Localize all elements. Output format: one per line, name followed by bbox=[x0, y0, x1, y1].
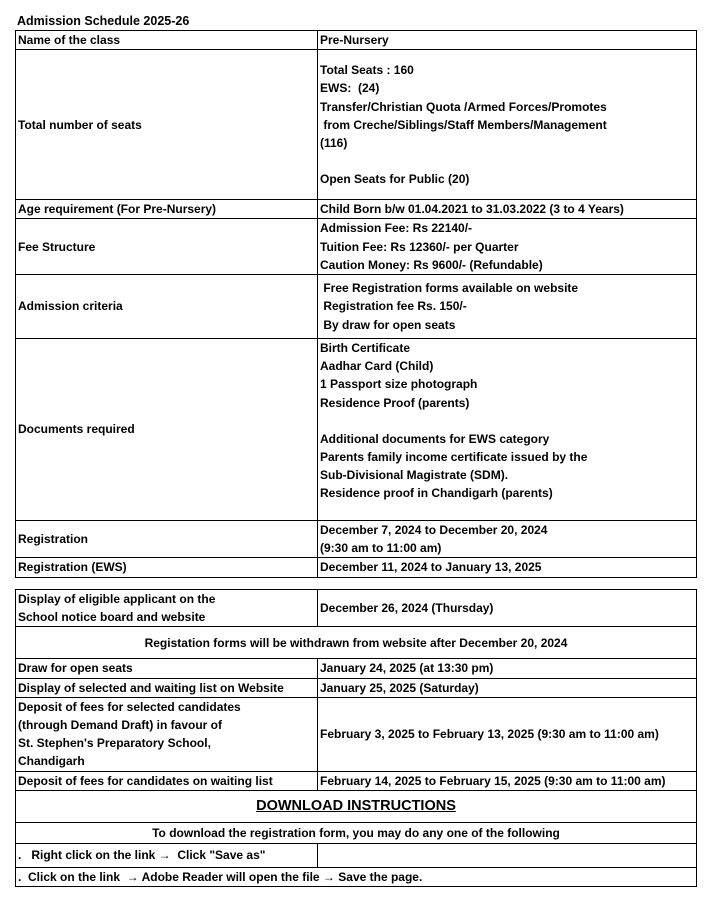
document-line: Aadhar Card (Child) bbox=[320, 359, 434, 374]
download-heading: DOWNLOAD INSTRUCTIONS bbox=[16, 790, 697, 822]
document-line: Additional documents for EWS category bbox=[320, 431, 550, 446]
document-line: Sub-Divisional Magistrate (SDM). bbox=[320, 468, 509, 483]
documents-value bbox=[318, 339, 697, 521]
deposit-value: February 3, 2025 to February 13, 2025 (9:30 am to 11:00 am) bbox=[318, 697, 697, 771]
admission-schedule-table bbox=[15, 30, 697, 578]
waiting-deposit-value: February 14, 2025 to February 15, 2025 (9:30 am to 11:00 am) bbox=[318, 771, 697, 790]
seats-line: Transfer/Christian Quota /Armed Forces/Promotes bbox=[320, 99, 607, 114]
display-label-line: Display of eligible applicant on the bbox=[18, 592, 216, 606]
seats-line: EWS: (24) bbox=[320, 81, 380, 96]
download-intro: To download the registration form, you may do any one of the following bbox=[16, 822, 697, 843]
row-waiting-deposit bbox=[16, 771, 697, 790]
class-value: Pre-Nursery bbox=[318, 31, 697, 50]
registration-ews-value: December 11, 2024 to January 13, 2025 bbox=[318, 558, 697, 577]
row-age bbox=[16, 200, 697, 219]
deposit-label-line: Deposit of fees for selected candidates bbox=[18, 699, 241, 714]
row-deposit bbox=[16, 697, 697, 771]
draw-label: Draw for open seats bbox=[16, 659, 318, 678]
document-line: 1 Passport size photograph bbox=[320, 377, 478, 392]
criteria-line: Free Registration forms available on website bbox=[320, 281, 579, 296]
seats-line: Total Seats : 160 bbox=[320, 63, 414, 78]
display-label bbox=[16, 590, 318, 627]
spacer bbox=[320, 412, 694, 430]
spacer bbox=[320, 152, 694, 170]
row-registration-ews bbox=[16, 558, 697, 577]
selected-list-value: January 25, 2025 (Saturday) bbox=[318, 678, 697, 697]
row-option-2 bbox=[16, 867, 697, 886]
option-1-empty bbox=[318, 843, 697, 867]
criteria-line: Registration fee Rs. 150/- bbox=[320, 299, 467, 314]
deposit-label-line: St. Stephen's Preparatory School, bbox=[18, 736, 211, 751]
row-download-heading bbox=[16, 790, 697, 822]
age-label: Age requirement (For Pre-Nursery) bbox=[16, 200, 318, 219]
row-draw bbox=[16, 659, 697, 678]
criteria-label: Admission criteria bbox=[16, 275, 318, 339]
criteria-value bbox=[318, 275, 697, 339]
deposit-label-line: Chandigarh bbox=[18, 754, 85, 769]
registration-label: Registration bbox=[16, 521, 318, 558]
class-label: Name of the class bbox=[16, 31, 318, 50]
row-display bbox=[16, 590, 697, 627]
registration-line: (9:30 am to 11:00 am) bbox=[320, 541, 442, 556]
withdrawn-notice: Registation forms will be withdrawn from website after December 20, 2024 bbox=[16, 627, 697, 659]
age-value: Child Born b/w 01.04.2021 to 31.03.2022 (3 to 4 Years) bbox=[318, 200, 697, 219]
row-selected-list bbox=[16, 678, 697, 697]
row-download-intro bbox=[16, 822, 697, 843]
document-line: Residence proof in Chandigarh (parents) bbox=[320, 486, 553, 501]
timeline-table bbox=[15, 589, 697, 887]
row-registration bbox=[16, 521, 697, 558]
seats-line: from Creche/Siblings/Staff Members/Management bbox=[320, 117, 607, 132]
criteria-line: By draw for open seats bbox=[320, 317, 456, 332]
registration-line: December 7, 2024 to December 20, 2024 bbox=[320, 523, 548, 538]
display-label-line: School notice board and website bbox=[18, 610, 206, 625]
document-line: Parents family income certificate issued by the bbox=[320, 450, 588, 465]
row-documents bbox=[16, 339, 697, 521]
waiting-deposit-label: Deposit of fees for candidates on waiting list bbox=[16, 771, 318, 790]
registration-value bbox=[318, 521, 697, 558]
fee-value bbox=[318, 219, 697, 275]
deposit-label bbox=[16, 697, 318, 771]
display-value: December 26, 2024 (Thursday) bbox=[318, 590, 697, 627]
seats-value bbox=[318, 50, 697, 200]
row-fee bbox=[16, 219, 697, 275]
fee-label: Fee Structure bbox=[16, 219, 318, 275]
fee-line: Admission Fee: Rs 22140/- bbox=[320, 221, 473, 236]
draw-value: January 24, 2025 (at 13:30 pm) bbox=[318, 659, 697, 678]
registration-ews-label: Registration (EWS) bbox=[16, 558, 318, 577]
row-withdrawn-notice bbox=[16, 627, 697, 659]
fee-line: Tuition Fee: Rs 12360/- per Quarter bbox=[320, 239, 519, 254]
document-line: Birth Certificate bbox=[320, 341, 411, 356]
row-class bbox=[16, 31, 697, 50]
row-seats bbox=[16, 50, 697, 200]
option-1: . Right click on the link → Click "Save as" bbox=[16, 843, 318, 867]
fee-line: Caution Money: Rs 9600/- (Refundable) bbox=[320, 257, 543, 272]
seats-label: Total number of seats bbox=[16, 50, 318, 200]
seats-line: Open Seats for Public (20) bbox=[320, 172, 470, 187]
row-option-1 bbox=[16, 843, 697, 867]
page-title: Admission Schedule 2025-26 bbox=[17, 14, 190, 28]
deposit-label-line: (through Demand Draft) in favour of bbox=[18, 718, 222, 733]
row-criteria bbox=[16, 275, 697, 339]
selected-list-label: Display of selected and waiting list on Website bbox=[16, 678, 318, 697]
document-line: Residence Proof (parents) bbox=[320, 395, 470, 410]
seats-line: (116) bbox=[320, 135, 348, 150]
option-2: . Click on the link → Adobe Reader will open the file → Save the page. bbox=[16, 867, 697, 886]
documents-label: Documents required bbox=[16, 339, 318, 521]
